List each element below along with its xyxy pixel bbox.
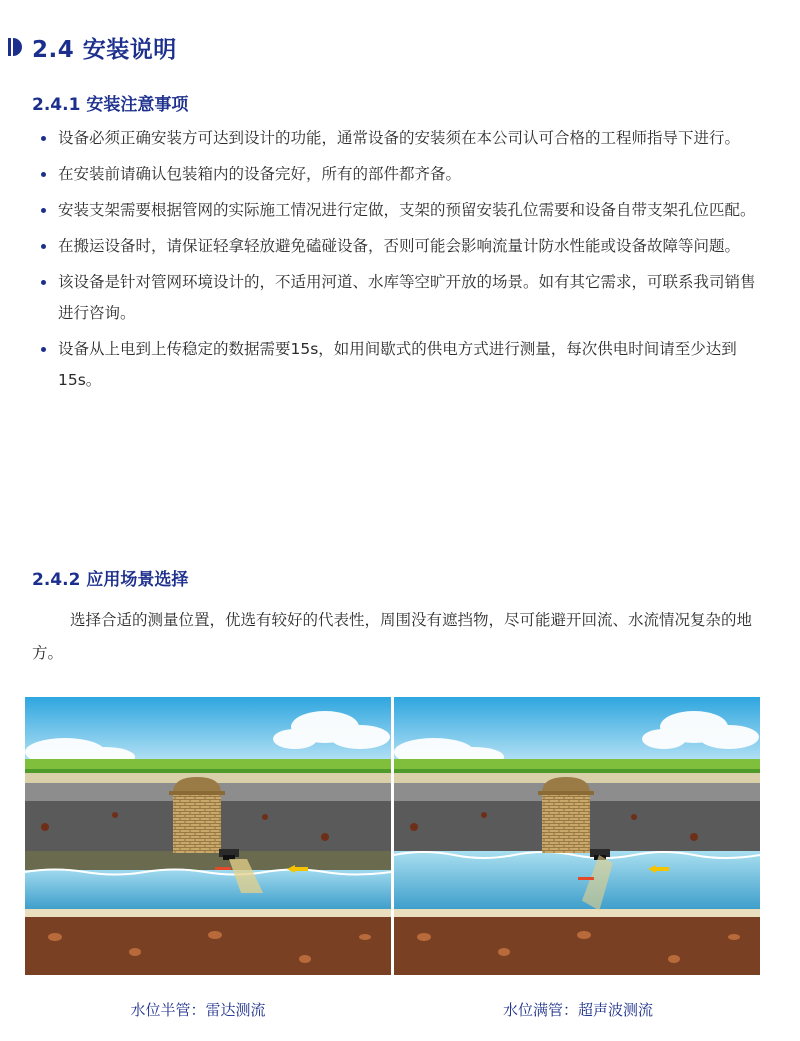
list-item: 设备必须正确安装方可达到设计的功能，通常设备的安装须在本公司认可合格的工程师指导下进行。 (38, 123, 768, 154)
precautions-list (38, 123, 768, 401)
caption-full-pipe: 水位满管：超声波测流 (502, 1001, 653, 1019)
half-pipe-radar-illustration (25, 697, 391, 975)
scenario-title: 2.4.2 应用场景选择 (32, 570, 189, 590)
full-pipe-ultrasonic-illustration (394, 697, 760, 975)
precautions-title: 2.4.1 安装注意事项 (32, 95, 189, 115)
section-heading (0, 30, 177, 64)
section-title: 2.4 安装说明 (32, 36, 177, 63)
list-item: 在搬运设备时，请保证轻拿轻放避免磕碰设备，否则可能会影响流量计防水性能或设备故障等问题。 (38, 231, 768, 262)
list-item: 在安装前请确认包装箱内的设备完好，所有的部件都齐备。 (38, 159, 768, 190)
scenario-paragraph: 选择合适的测量位置，优选有较好的代表性，周围没有遮挡物，尽可能避开回流、水流情况复杂的地方。 (32, 611, 753, 662)
caption-half-pipe: 水位半管：雷达测流 (130, 1001, 266, 1019)
heading-marker-icon (8, 37, 22, 57)
list-item: 该设备是针对管网环境设计的，不适用河道、水库等空旷开放的场景。如有其它需求，可联系我司销售进行咨询。 (38, 267, 768, 329)
list-item: 设备从上电到上传稳定的数据需要15s，如用间歇式的供电方式进行测量，每次供电时间请至少达到15s。 (38, 334, 768, 396)
list-item: 安装支架需要根据管网的实际施工情况进行定做，支架的预留安装孔位需要和设备自带支架孔位匹配。 (38, 195, 768, 226)
